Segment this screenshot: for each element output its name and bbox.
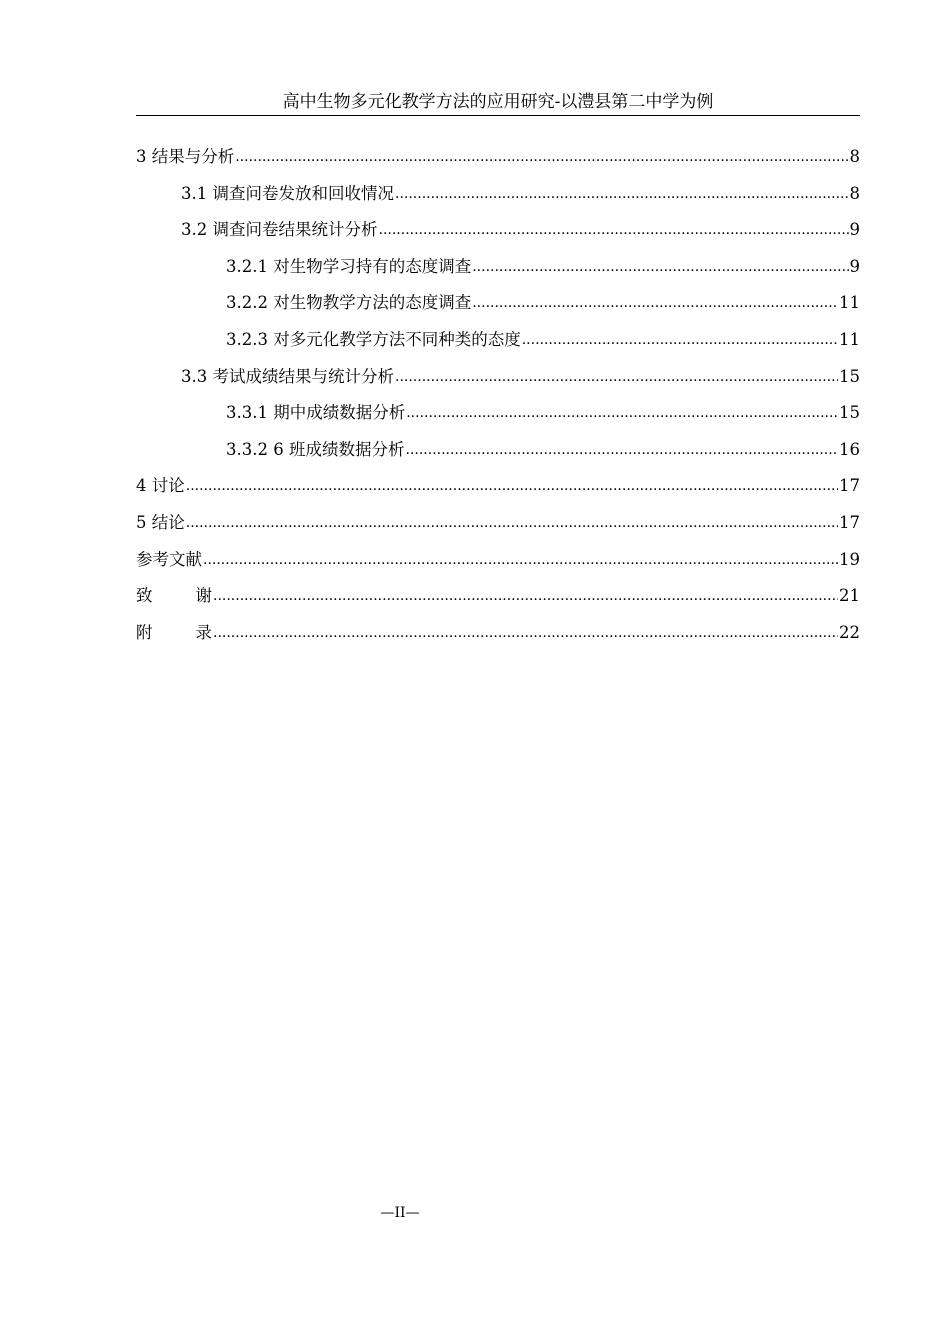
toc-entry[interactable]	[136, 278, 860, 314]
toc-entry[interactable]	[136, 571, 860, 607]
toc-entry-title: 3.1 调查问卷发放和回收情况	[181, 183, 394, 203]
toc-entry-title: 4 讨论	[136, 476, 185, 496]
toc-entry-title-char: 录	[195, 622, 212, 642]
toc-dot-leader	[405, 439, 838, 461]
toc-dot-leader	[186, 475, 838, 497]
toc-entry-title: 3.2.3 对多元化教学方法不同种类的态度	[226, 330, 521, 349]
toc-entry[interactable]	[136, 242, 860, 278]
toc-entry-page: 21	[839, 586, 860, 606]
toc-entry-page: 11	[839, 293, 860, 313]
page-number: —II—	[380, 1205, 420, 1221]
toc-entry[interactable]	[136, 132, 860, 168]
toc-entry-title-char: 谢	[195, 586, 212, 606]
toc-entry-title: 3.2 调查问卷结果统计分析	[181, 220, 378, 240]
toc-entry-title	[136, 585, 212, 607]
toc-entry[interactable]	[136, 425, 860, 461]
toc-entry-page: 22	[839, 622, 860, 642]
running-header: 高中生物多元化教学方法的应用研究-以澧县第二中学为例	[282, 92, 714, 112]
toc-entry-page: 8	[849, 147, 860, 166]
toc-entry[interactable]	[136, 352, 860, 388]
toc-entry-page: 15	[839, 366, 860, 386]
toc-entry-title: 3 结果与分析	[136, 147, 235, 166]
toc-entry[interactable]	[136, 205, 860, 241]
toc-entry[interactable]	[136, 608, 860, 644]
toc-dot-leader	[406, 402, 838, 424]
toc-entry-title: 3.2.1 对生物学习持有的态度调查	[226, 256, 472, 276]
toc-entry[interactable]	[136, 498, 860, 534]
toc-entry[interactable]	[136, 461, 860, 497]
toc-dot-leader	[395, 366, 838, 388]
toc-entry-title: 3.3.1 期中成绩数据分析	[226, 403, 406, 423]
header-rule	[136, 115, 860, 116]
toc-entry-page: 15	[839, 403, 860, 423]
toc-dot-leader	[213, 585, 838, 607]
toc-entry-page: 19	[839, 549, 860, 569]
toc-entry[interactable]	[136, 535, 860, 571]
toc-dot-leader	[472, 292, 838, 314]
toc-entry-title: 3.3.2 6 班成绩数据分析	[226, 439, 405, 459]
toc-dot-leader	[379, 219, 849, 241]
toc-entry-title: 3.3 考试成绩结果与统计分析	[181, 366, 394, 386]
toc-entry-title: 5 结论	[136, 513, 185, 532]
toc-entry-page: 9	[849, 256, 860, 276]
toc-entry-page: 9	[849, 220, 860, 240]
toc-entry-title-char: 致	[136, 586, 153, 606]
toc-entry-title-char: 附	[136, 622, 153, 642]
toc-entry-page: 17	[839, 476, 860, 496]
toc-entry-page: 17	[839, 513, 860, 532]
toc-entry-page: 16	[839, 439, 860, 459]
toc-entry-page: 11	[839, 330, 860, 349]
toc-dot-leader	[203, 549, 838, 571]
toc-dot-leader	[395, 183, 849, 205]
toc-entry[interactable]	[136, 169, 860, 205]
toc-entry-page: 8	[849, 183, 860, 203]
toc-dot-leader	[235, 146, 848, 168]
toc-entry[interactable]	[136, 315, 860, 351]
toc-entry-title: 3.2.2 对生物教学方法的态度调查	[226, 293, 472, 313]
toc-dot-leader	[213, 622, 838, 644]
toc-entry[interactable]	[136, 388, 860, 424]
toc-entry-title: 参考文献	[136, 549, 202, 569]
toc-dot-leader	[186, 512, 838, 534]
toc-dot-leader	[472, 256, 848, 278]
toc-dot-leader	[522, 329, 838, 351]
toc-entry-title	[136, 622, 212, 644]
